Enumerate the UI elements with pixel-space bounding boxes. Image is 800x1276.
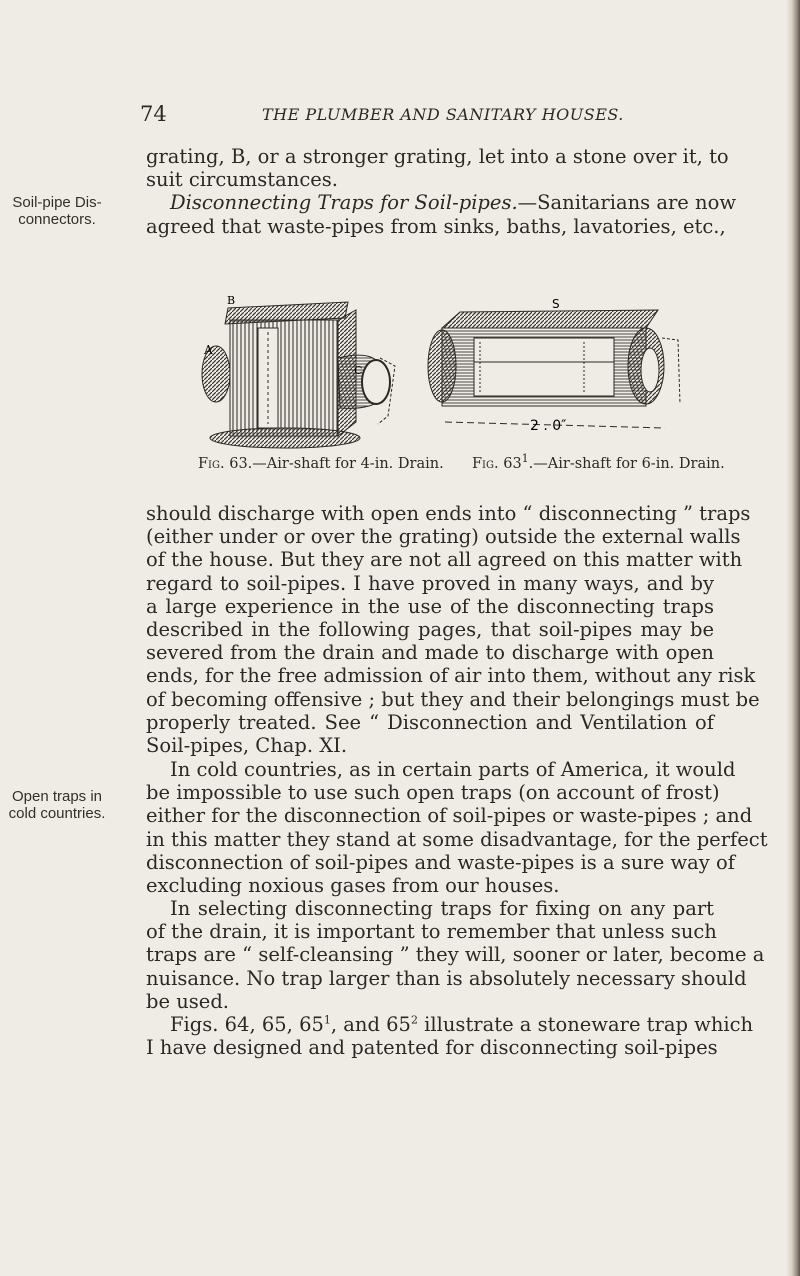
text-fragment: illustrate a stoneware trap which (417, 1013, 754, 1036)
fig63-1-inner (474, 338, 614, 396)
paragraph-1 (146, 502, 760, 758)
text-line: suit circumstances. (146, 168, 338, 192)
text-line: In selecting disconnecting traps for fixing on any part (170, 897, 714, 920)
text-line (146, 1013, 754, 1036)
text-line: be used. (146, 989, 230, 1013)
section-heading: Disconnecting Traps for Soil-pipes. (170, 191, 518, 215)
side-note-line: Soil-pipe Dis- (12, 194, 102, 211)
page-number: 74 (140, 102, 167, 126)
text-line: of becoming offensive ; but they and their belongings must be (146, 687, 760, 711)
side-note-soil-pipe-disconnectors (2, 194, 112, 228)
text-line: (either under or over the grating) outside the external walls (146, 525, 741, 549)
fig63-caption (198, 456, 444, 472)
paragraph-3 (146, 897, 765, 1013)
fig63-1-sup: 1 (521, 452, 529, 466)
side-note-open-traps (2, 788, 112, 822)
text-line: ends, for the free admission of air into them, without any risk (146, 664, 756, 688)
fig63-1-caption (472, 452, 725, 472)
text-line: regard to soil-pipes. I have proved in many ways, and by (146, 571, 714, 595)
fig63-1-right-mouth (641, 348, 659, 392)
figures-row (180, 288, 740, 478)
text-line: Soil-pipes, Chap. XI. (146, 734, 348, 758)
text-line: should discharge with open ends into “ disconnecting ” traps (146, 502, 751, 525)
text-line: properly treated. See “ Disconnection and Ventilation of (146, 710, 714, 734)
section-heading-line (146, 191, 737, 215)
text-line: severed from the drain and made to discharge with open (146, 641, 714, 665)
text-line: agreed that waste-pipes from sinks, baths, lavatories, etc., (146, 214, 726, 238)
fig63-letter-a: A (204, 343, 213, 357)
text-line: disconnection of soil-pipes and waste-pipes is a sure way of (146, 850, 735, 874)
fig63-1-caption-text: .—Air-shaft for 6-in. Drain. (528, 456, 725, 472)
text-line: be impossible to use such open traps (on account of frost) (146, 781, 720, 805)
text-line: described in the following pages, that soil-pipes may be (146, 618, 714, 642)
text-line: either for the disconnection of soil-pipes or waste-pipes ; and (146, 804, 753, 828)
fig63-1-dimension: 2 . 0″ (530, 418, 567, 434)
running-title: THE PLUMBER AND SANITARY HOUSES. (262, 105, 624, 124)
text-line: of the house. But they are not all agreed on this matter with (146, 548, 743, 572)
fig63-1-label: Fig. 63 (472, 456, 522, 472)
superscript: 2 (410, 1013, 418, 1027)
text-line: a large experience in the use of the disconnecting traps (146, 594, 714, 618)
figures-illustration (180, 288, 740, 453)
page-edge-shadow (786, 0, 800, 1276)
text-line: nuisance. No trap larger than is absolutely necessary should (146, 966, 747, 990)
fig63-drawing (202, 294, 395, 448)
fig63-1-left-end (428, 330, 456, 402)
paragraph-4 (146, 1013, 754, 1060)
fig63-caption-text: —Air-shaft for 4-in. Drain. (252, 456, 444, 472)
text-line: traps are “ self-cleansing ” they will, sooner or later, become a (146, 943, 765, 967)
top-text-block (146, 145, 737, 238)
superscript: 1 (323, 1013, 331, 1027)
text-line: in this matter they stand at some disadvantage, for the perfect (146, 827, 768, 851)
fig63-1-drawing (428, 297, 680, 434)
fig63-base (210, 428, 360, 448)
paragraph-2 (146, 758, 768, 898)
fig63-label: Fig. 63. (198, 456, 253, 472)
fig63-1-grating (442, 310, 658, 328)
side-note-line: connectors. (18, 211, 96, 228)
fig63-outlet-mouth (362, 360, 390, 404)
side-note-line: Open traps in (11, 788, 103, 805)
fig63-letter-b: B (227, 294, 236, 307)
fig63-1-side-marks (662, 338, 680, 404)
text-line: excluding noxious gases from our houses. (146, 874, 560, 898)
text-fragment: , and 65 (330, 1013, 411, 1036)
text-line: I have designed and patented for disconnecting soil-pipes (146, 1036, 718, 1060)
text-line: grating, B, or a stronger grating, let into a stone over it, to (146, 145, 729, 168)
text-line: of the drain, it is important to remember that unless such (146, 920, 717, 944)
running-head (140, 102, 640, 132)
text-fragment: —Sanitarians are now (517, 191, 737, 215)
text-fragment: Figs. 64, 65, 65 (170, 1013, 324, 1036)
text-line: In cold countries, as in certain parts of America, it would (170, 758, 736, 781)
fig63-1-letter-s: S (552, 297, 560, 311)
side-note-line: cold countries. (8, 805, 106, 822)
fig63-shaft-body (230, 320, 338, 436)
fig63-letter-c: C (354, 364, 363, 377)
